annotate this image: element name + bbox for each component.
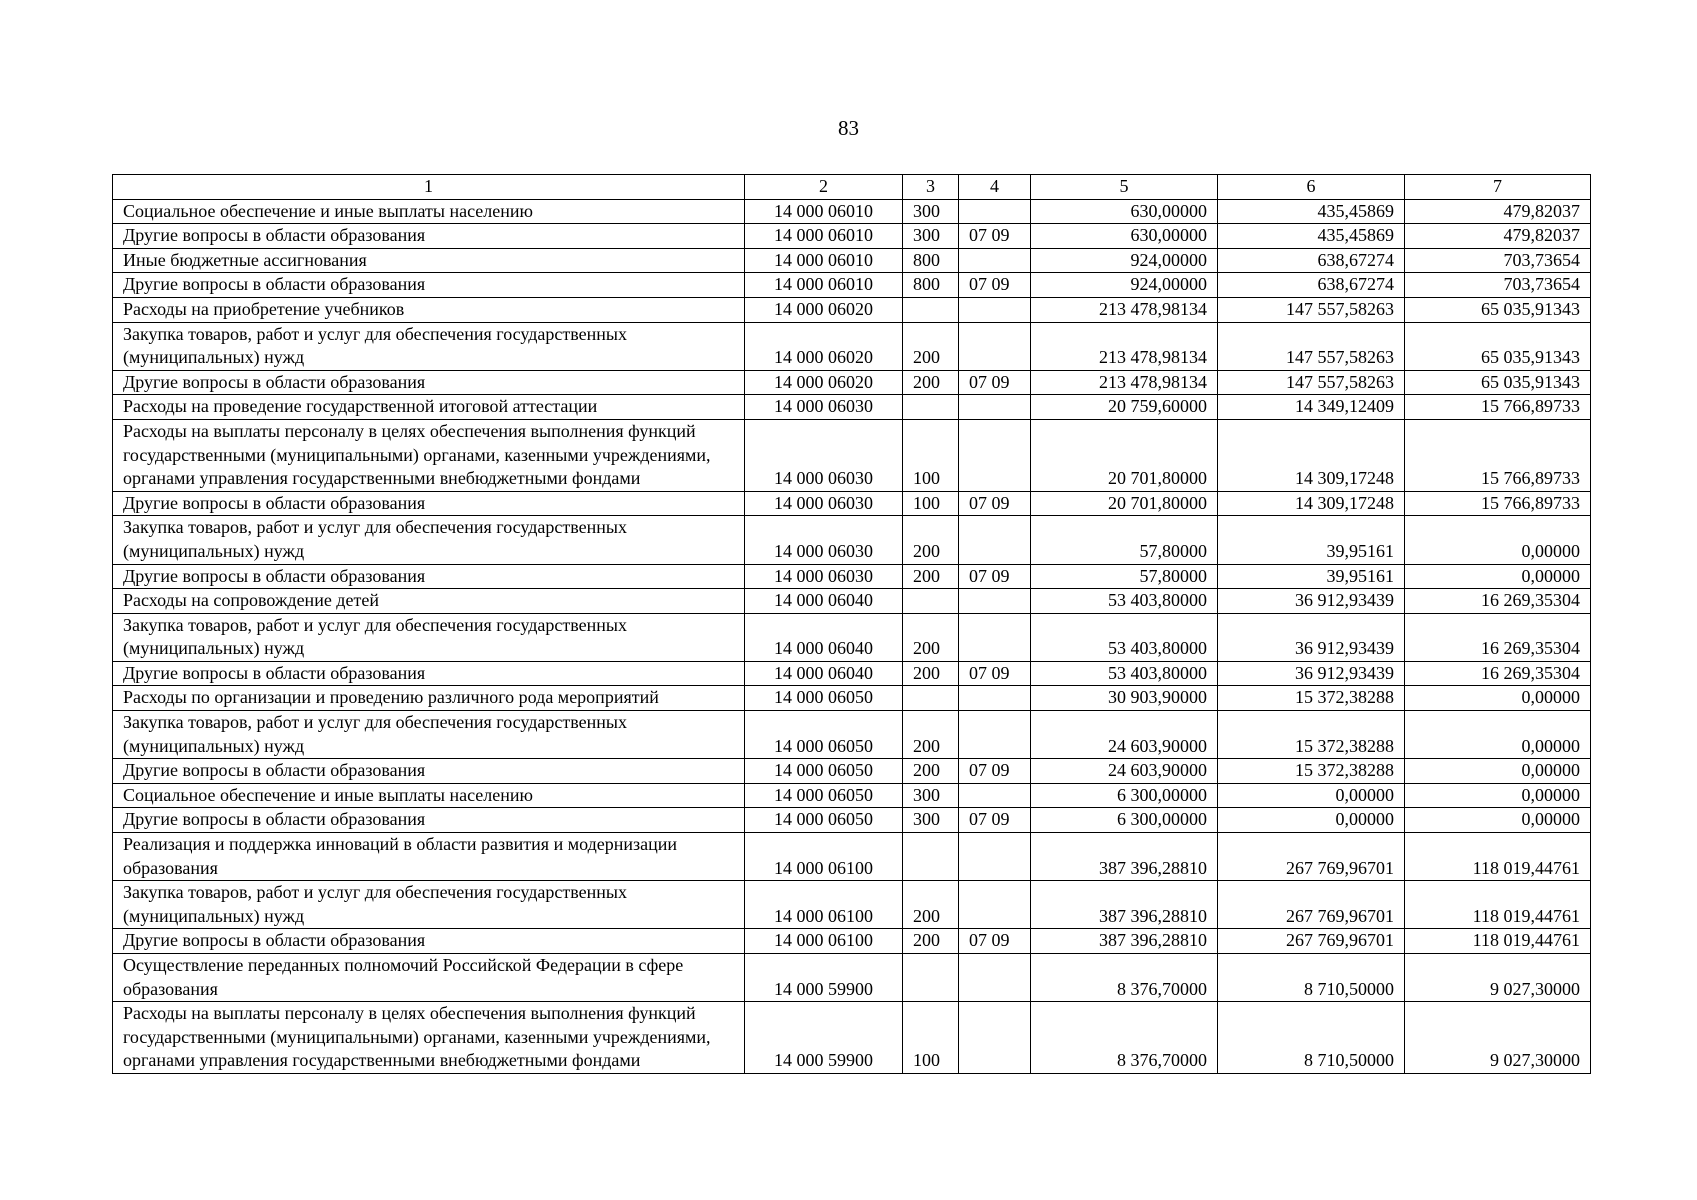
table-row (113, 711, 1591, 759)
amount-col6-cell: 39,95161 (1218, 516, 1405, 564)
expense-type-cell: 200 (903, 322, 959, 370)
amount-col6-cell: 8 710,50000 (1218, 1002, 1405, 1074)
target-code-cell: 14 000 06030 (745, 395, 903, 420)
table-row (113, 370, 1591, 395)
amount-col5-cell: 387 396,28810 (1031, 929, 1218, 954)
amount-col5-cell: 6 300,00000 (1031, 808, 1218, 833)
section-code-cell (959, 248, 1031, 273)
table-row (113, 808, 1591, 833)
expense-name-cell: Другие вопросы в области образования (113, 224, 745, 249)
section-code-cell (959, 322, 1031, 370)
amount-col7-cell: 118 019,44761 (1405, 881, 1591, 929)
amount-col5-cell: 20 701,80000 (1031, 419, 1218, 491)
amount-col5-cell: 20 759,60000 (1031, 395, 1218, 420)
table-row (113, 248, 1591, 273)
section-code-cell (959, 419, 1031, 491)
section-code-cell (959, 686, 1031, 711)
section-code-cell (959, 516, 1031, 564)
target-code-cell: 14 000 06030 (745, 491, 903, 516)
expense-type-cell (903, 589, 959, 614)
amount-col5-cell: 8 376,70000 (1031, 1002, 1218, 1074)
target-code-cell: 14 000 06020 (745, 370, 903, 395)
amount-col7-cell: 15 766,89733 (1405, 419, 1591, 491)
amount-col7-cell: 65 035,91343 (1405, 322, 1591, 370)
expense-type-cell: 200 (903, 516, 959, 564)
amount-col7-cell: 16 269,35304 (1405, 661, 1591, 686)
table-header (113, 175, 1591, 200)
amount-col7-cell: 0,00000 (1405, 686, 1591, 711)
amount-col5-cell: 24 603,90000 (1031, 759, 1218, 784)
section-code-cell (959, 613, 1031, 661)
section-code-cell: 07 09 (959, 273, 1031, 298)
expense-type-cell: 200 (903, 759, 959, 784)
expense-name-cell: Расходы на выплаты персоналу в целях обеспечения выполнения функций государственными (муниципальными) органами, казенными учреждениями, органами управления государственными внебюджетными фондами (113, 419, 745, 491)
amount-col7-cell: 65 035,91343 (1405, 297, 1591, 322)
target-code-cell: 14 000 06050 (745, 783, 903, 808)
expense-type-cell: 200 (903, 881, 959, 929)
expense-name-cell: Расходы на проведение государственной итоговой аттестации (113, 395, 745, 420)
amount-col7-cell: 118 019,44761 (1405, 833, 1591, 881)
expense-name-cell: Расходы на приобретение учебников (113, 297, 745, 322)
amount-col7-cell: 0,00000 (1405, 759, 1591, 784)
expense-type-cell: 200 (903, 929, 959, 954)
target-code-cell: 14 000 06030 (745, 564, 903, 589)
expense-type-cell (903, 297, 959, 322)
amount-col7-cell: 479,82037 (1405, 199, 1591, 224)
column-header: 1 (113, 175, 745, 200)
expense-type-cell: 200 (903, 370, 959, 395)
target-code-cell: 14 000 06020 (745, 297, 903, 322)
section-code-cell (959, 297, 1031, 322)
table-row (113, 199, 1591, 224)
expense-name-cell: Другие вопросы в области образования (113, 491, 745, 516)
amount-col7-cell: 0,00000 (1405, 783, 1591, 808)
amount-col5-cell: 213 478,98134 (1031, 322, 1218, 370)
section-code-cell: 07 09 (959, 224, 1031, 249)
table-row (113, 491, 1591, 516)
expense-name-cell: Другие вопросы в области образования (113, 929, 745, 954)
target-code-cell: 14 000 06050 (745, 759, 903, 784)
expense-type-cell (903, 395, 959, 420)
expense-name-cell: Другие вопросы в области образования (113, 564, 745, 589)
table-row (113, 686, 1591, 711)
amount-col6-cell: 0,00000 (1218, 808, 1405, 833)
amount-col5-cell: 387 396,28810 (1031, 881, 1218, 929)
section-code-cell (959, 1002, 1031, 1074)
section-code-cell (959, 954, 1031, 1002)
amount-col6-cell: 36 912,93439 (1218, 613, 1405, 661)
expense-name-cell: Другие вопросы в области образования (113, 661, 745, 686)
table-row (113, 881, 1591, 929)
table-row (113, 613, 1591, 661)
table-row (113, 224, 1591, 249)
section-code-cell: 07 09 (959, 759, 1031, 784)
amount-col7-cell: 0,00000 (1405, 808, 1591, 833)
target-code-cell: 14 000 06100 (745, 881, 903, 929)
amount-col6-cell: 638,67274 (1218, 273, 1405, 298)
table-row (113, 1002, 1591, 1074)
amount-col7-cell: 9 027,30000 (1405, 954, 1591, 1002)
table-row (113, 395, 1591, 420)
amount-col5-cell: 924,00000 (1031, 248, 1218, 273)
expense-type-cell (903, 954, 959, 1002)
target-code-cell: 14 000 06010 (745, 199, 903, 224)
amount-col7-cell: 0,00000 (1405, 564, 1591, 589)
table-row (113, 419, 1591, 491)
expense-name-cell: Другие вопросы в области образования (113, 759, 745, 784)
section-code-cell: 07 09 (959, 370, 1031, 395)
amount-col7-cell: 118 019,44761 (1405, 929, 1591, 954)
expense-type-cell: 100 (903, 419, 959, 491)
table-row (113, 297, 1591, 322)
expense-type-cell: 800 (903, 273, 959, 298)
expense-type-cell: 200 (903, 613, 959, 661)
target-code-cell: 14 000 59900 (745, 954, 903, 1002)
target-code-cell: 14 000 06010 (745, 273, 903, 298)
amount-col6-cell: 14 309,17248 (1218, 419, 1405, 491)
amount-col5-cell: 387 396,28810 (1031, 833, 1218, 881)
expense-name-cell: Расходы по организации и проведению различного рода мероприятий (113, 686, 745, 711)
section-code-cell: 07 09 (959, 491, 1031, 516)
table-row (113, 322, 1591, 370)
target-code-cell: 14 000 06050 (745, 686, 903, 711)
expense-type-cell (903, 686, 959, 711)
amount-col6-cell: 0,00000 (1218, 783, 1405, 808)
section-code-cell: 07 09 (959, 929, 1031, 954)
amount-col5-cell: 8 376,70000 (1031, 954, 1218, 1002)
amount-col7-cell: 16 269,35304 (1405, 613, 1591, 661)
amount-col5-cell: 630,00000 (1031, 224, 1218, 249)
table-body (113, 199, 1591, 1073)
amount-col6-cell: 36 912,93439 (1218, 589, 1405, 614)
expense-name-cell: Другие вопросы в области образования (113, 273, 745, 298)
amount-col5-cell: 53 403,80000 (1031, 661, 1218, 686)
target-code-cell: 14 000 06050 (745, 711, 903, 759)
expense-name-cell: Расходы на сопровождение детей (113, 589, 745, 614)
page-number: 83 (838, 116, 859, 140)
table-row (113, 589, 1591, 614)
expense-type-cell (903, 833, 959, 881)
target-code-cell: 14 000 06030 (745, 419, 903, 491)
amount-col6-cell: 435,45869 (1218, 199, 1405, 224)
amount-col6-cell: 14 349,12409 (1218, 395, 1405, 420)
amount-col5-cell: 53 403,80000 (1031, 613, 1218, 661)
budget-table (112, 174, 1591, 1074)
amount-col7-cell: 0,00000 (1405, 711, 1591, 759)
section-code-cell (959, 833, 1031, 881)
amount-col6-cell: 638,67274 (1218, 248, 1405, 273)
expense-name-cell: Осуществление переданных полномочий Российской Федерации в сфере образования (113, 954, 745, 1002)
section-code-cell (959, 711, 1031, 759)
expense-name-cell: Расходы на выплаты персоналу в целях обеспечения выполнения функций государственными (муниципальными) органами, казенными учреждениями, органами управления государственными внебюджетными фондами (113, 1002, 745, 1074)
expense-name-cell: Другие вопросы в области образования (113, 808, 745, 833)
expense-type-cell: 300 (903, 224, 959, 249)
amount-col7-cell: 15 766,89733 (1405, 491, 1591, 516)
table-row (113, 516, 1591, 564)
target-code-cell: 14 000 06020 (745, 322, 903, 370)
expense-type-cell: 100 (903, 491, 959, 516)
target-code-cell: 14 000 06050 (745, 808, 903, 833)
amount-col6-cell: 147 557,58263 (1218, 370, 1405, 395)
expense-name-cell: Закупка товаров, работ и услуг для обеспечения государственных (муниципальных) нужд (113, 711, 745, 759)
amount-col5-cell: 57,80000 (1031, 564, 1218, 589)
amount-col6-cell: 267 769,96701 (1218, 881, 1405, 929)
expense-name-cell: Социальное обеспечение и иные выплаты населению (113, 199, 745, 224)
amount-col7-cell: 16 269,35304 (1405, 589, 1591, 614)
amount-col5-cell: 24 603,90000 (1031, 711, 1218, 759)
expense-name-cell: Социальное обеспечение и иные выплаты населению (113, 783, 745, 808)
table-row (113, 759, 1591, 784)
column-header: 2 (745, 175, 903, 200)
amount-col5-cell: 20 701,80000 (1031, 491, 1218, 516)
amount-col6-cell: 147 557,58263 (1218, 322, 1405, 370)
amount-col5-cell: 924,00000 (1031, 273, 1218, 298)
amount-col5-cell: 213 478,98134 (1031, 297, 1218, 322)
column-header: 5 (1031, 175, 1218, 200)
section-code-cell (959, 395, 1031, 420)
target-code-cell: 14 000 06100 (745, 833, 903, 881)
target-code-cell: 14 000 06040 (745, 613, 903, 661)
amount-col6-cell: 435,45869 (1218, 224, 1405, 249)
amount-col7-cell: 15 766,89733 (1405, 395, 1591, 420)
amount-col6-cell: 14 309,17248 (1218, 491, 1405, 516)
amount-col7-cell: 65 035,91343 (1405, 370, 1591, 395)
amount-col5-cell: 213 478,98134 (1031, 370, 1218, 395)
expense-type-cell: 200 (903, 711, 959, 759)
column-header: 6 (1218, 175, 1405, 200)
expense-type-cell: 200 (903, 564, 959, 589)
section-code-cell (959, 783, 1031, 808)
target-code-cell: 14 000 06010 (745, 248, 903, 273)
section-code-cell (959, 881, 1031, 929)
amount-col5-cell: 6 300,00000 (1031, 783, 1218, 808)
expense-type-cell: 200 (903, 661, 959, 686)
amount-col6-cell: 15 372,38288 (1218, 686, 1405, 711)
section-code-cell: 07 09 (959, 808, 1031, 833)
amount-col7-cell: 479,82037 (1405, 224, 1591, 249)
expense-name-cell: Закупка товаров, работ и услуг для обеспечения государственных (муниципальных) нужд (113, 613, 745, 661)
amount-col6-cell: 267 769,96701 (1218, 833, 1405, 881)
expense-name-cell: Закупка товаров, работ и услуг для обеспечения государственных (муниципальных) нужд (113, 881, 745, 929)
amount-col7-cell: 0,00000 (1405, 516, 1591, 564)
amount-col6-cell: 15 372,38288 (1218, 711, 1405, 759)
amount-col5-cell: 53 403,80000 (1031, 589, 1218, 614)
amount-col5-cell: 30 903,90000 (1031, 686, 1218, 711)
target-code-cell: 14 000 06040 (745, 589, 903, 614)
section-code-cell: 07 09 (959, 661, 1031, 686)
amount-col7-cell: 9 027,30000 (1405, 1002, 1591, 1074)
section-code-cell: 07 09 (959, 564, 1031, 589)
amount-col6-cell: 8 710,50000 (1218, 954, 1405, 1002)
expense-name-cell: Реализация и поддержка инноваций в области развития и модернизации образования (113, 833, 745, 881)
expense-type-cell: 300 (903, 783, 959, 808)
table-row (113, 833, 1591, 881)
table-row (113, 954, 1591, 1002)
expense-name-cell: Закупка товаров, работ и услуг для обеспечения государственных (муниципальных) нужд (113, 322, 745, 370)
expense-type-cell: 300 (903, 808, 959, 833)
amount-col6-cell: 39,95161 (1218, 564, 1405, 589)
target-code-cell: 14 000 06010 (745, 224, 903, 249)
column-header: 3 (903, 175, 959, 200)
target-code-cell: 14 000 06100 (745, 929, 903, 954)
target-code-cell: 14 000 59900 (745, 1002, 903, 1074)
table-row (113, 273, 1591, 298)
amount-col6-cell: 36 912,93439 (1218, 661, 1405, 686)
header-row (113, 175, 1591, 200)
column-header: 7 (1405, 175, 1591, 200)
table-row (113, 929, 1591, 954)
amount-col7-cell: 703,73654 (1405, 273, 1591, 298)
amount-col7-cell: 703,73654 (1405, 248, 1591, 273)
expense-type-cell: 300 (903, 199, 959, 224)
expense-name-cell: Другие вопросы в области образования (113, 370, 745, 395)
expense-type-cell: 800 (903, 248, 959, 273)
table-row (113, 564, 1591, 589)
section-code-cell (959, 199, 1031, 224)
amount-col6-cell: 147 557,58263 (1218, 297, 1405, 322)
section-code-cell (959, 589, 1031, 614)
table-row (113, 783, 1591, 808)
table-row (113, 661, 1591, 686)
amount-col5-cell: 57,80000 (1031, 516, 1218, 564)
target-code-cell: 14 000 06040 (745, 661, 903, 686)
amount-col6-cell: 267 769,96701 (1218, 929, 1405, 954)
expense-name-cell: Закупка товаров, работ и услуг для обеспечения государственных (муниципальных) нужд (113, 516, 745, 564)
target-code-cell: 14 000 06030 (745, 516, 903, 564)
expense-name-cell: Иные бюджетные ассигнования (113, 248, 745, 273)
amount-col6-cell: 15 372,38288 (1218, 759, 1405, 784)
column-header: 4 (959, 175, 1031, 200)
expense-type-cell: 100 (903, 1002, 959, 1074)
amount-col5-cell: 630,00000 (1031, 199, 1218, 224)
